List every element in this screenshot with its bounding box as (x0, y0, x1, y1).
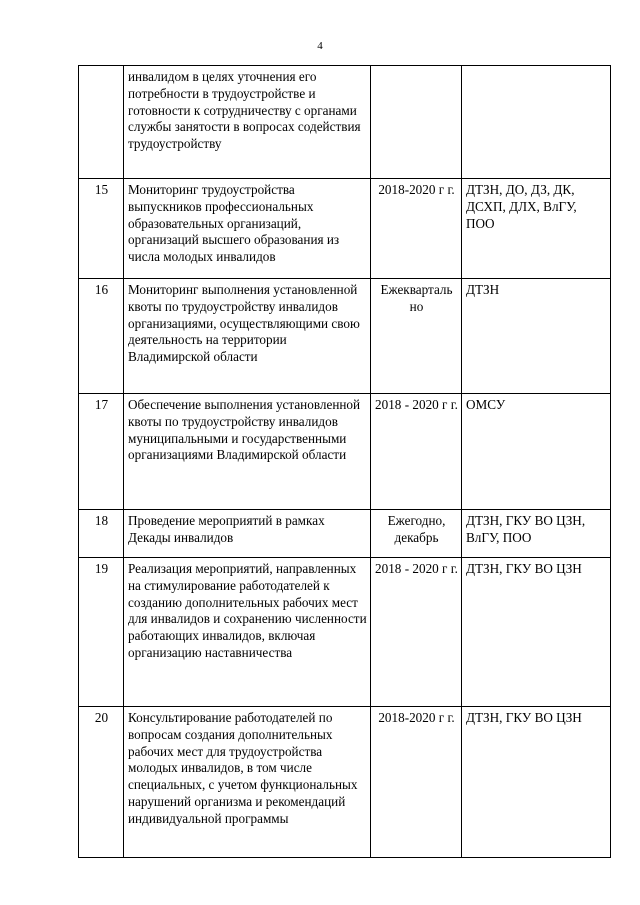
executors-cell: ДТЗН, ГКУ ВО ЦЗН (462, 707, 611, 858)
table-row (79, 558, 611, 707)
term-cell (371, 66, 462, 179)
table-row (79, 279, 611, 394)
activity-cell: Консультирование работодателей по вопросам создания дополнительных рабочих мест для трудоустройства молодых инвалидов, в том числе специальных, с учетом функциональных нарушений организма и рекомендаций индивидуальной программы (124, 707, 371, 858)
activity-cell: Реализация мероприятий, направленных на стимулирование работодателей к созданию дополнительных рабочих мест для инвалидов и сохранению численности работающих инвалидов, включая организацию наставничества (124, 558, 371, 707)
page-number: 4 (317, 40, 323, 52)
row-number: 15 (79, 179, 124, 279)
table-row (79, 510, 611, 558)
activity-cell: Проведение мероприятий в рамках Декады инвалидов (124, 510, 371, 558)
executors-cell: ДТЗН, ГКУ ВО ЦЗН (462, 558, 611, 707)
activity-cell: Мониторинг трудоустройства выпускников профессиональных образовательных организаций, организаций высшего образования из числа молодых инвалидов (124, 179, 371, 279)
row-number: 20 (79, 707, 124, 858)
term-cell: 2018-2020 г г. (371, 179, 462, 279)
table-row (79, 707, 611, 858)
executors-cell: ДТЗН, ГКУ ВО ЦЗН, ВлГУ, ПОО (462, 510, 611, 558)
row-number: 19 (79, 558, 124, 707)
row-number: 17 (79, 394, 124, 510)
executors-cell (462, 66, 611, 179)
executors-cell: ДТЗН (462, 279, 611, 394)
executors-cell: ОМСУ (462, 394, 611, 510)
activity-cell: Мониторинг выполнения установленной квоты по трудоустройству инвалидов организациями, осуществляющими свою деятельность на территории Владимирской области (124, 279, 371, 394)
table-row (79, 394, 611, 510)
term-cell: 2018 - 2020 г г. (371, 394, 462, 510)
table-row (79, 179, 611, 279)
row-number: 16 (79, 279, 124, 394)
row-number (79, 66, 124, 179)
activities-table (78, 65, 611, 858)
term-cell: 2018-2020 г г. (371, 707, 462, 858)
activity-cell: Обеспечение выполнения установленной квоты по трудоустройству инвалидов муниципальными и государственными организациями Владимирской области (124, 394, 371, 510)
row-number: 18 (79, 510, 124, 558)
table-row (79, 66, 611, 179)
activity-cell: инвалидом в целях уточнения его потребности в трудоустройстве и готовности к сотрудничеству с органами службы занятости в вопросах содействия трудоустройству (124, 66, 371, 179)
term-cell: Ежегодно, декабрь (371, 510, 462, 558)
executors-cell: ДТЗН, ДО, ДЗ, ДК, ДСХП, ДЛХ, ВлГУ, ПОО (462, 179, 611, 279)
term-cell: 2018 - 2020 г г. (371, 558, 462, 707)
term-cell: Ежекварталь но (371, 279, 462, 394)
